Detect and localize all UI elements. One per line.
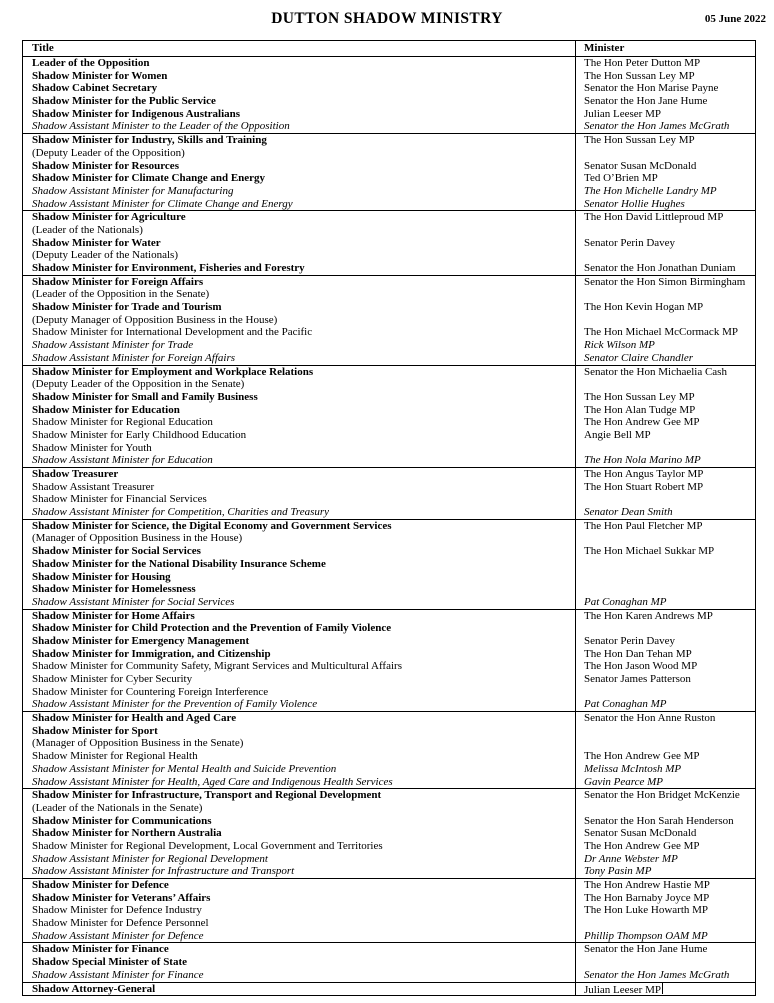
minister-cell: Senator the Hon Jane Hume (584, 95, 708, 108)
minister-cell: The Hon Sussan Ley MP (584, 390, 695, 403)
table-row (23, 648, 755, 661)
table-row (23, 917, 755, 930)
table-row (23, 249, 755, 262)
table-row (23, 673, 755, 686)
table-row (23, 865, 755, 878)
table-row (23, 827, 755, 840)
title-cell: Shadow Minister for Trade and Tourism (23, 301, 576, 314)
table-section (23, 365, 755, 468)
title-cell: Shadow Minister for Housing (23, 571, 576, 584)
minister-cell: Senator Claire Chandler (584, 351, 693, 364)
minister-cell (576, 493, 755, 506)
minister-cell: The Hon Sussan Ley MP (584, 69, 695, 82)
title-cell: Shadow Minister for Sport (23, 725, 576, 738)
table-row (23, 622, 755, 635)
table-section (23, 711, 755, 788)
table-section (23, 57, 755, 133)
table-row (23, 326, 755, 339)
title-cell: Shadow Minister for Indigenous Australians (23, 108, 576, 121)
title-cell: Shadow Minister for the Public Service (23, 95, 576, 108)
title-cell: Shadow Assistant Minister for Manufacturing (23, 185, 576, 198)
table-section (23, 133, 755, 210)
title-cell: Shadow Special Minister of State (23, 956, 576, 969)
table-row (23, 262, 755, 275)
minister-cell: Melissa McIntosh MP (584, 762, 682, 775)
minister-cell: Senator Susan McDonald (584, 159, 697, 172)
text-cursor (662, 983, 663, 994)
column-header-title: Title (23, 41, 576, 56)
title-cell: Shadow Treasurer (23, 468, 576, 481)
table-section (23, 942, 755, 981)
table-row (23, 454, 755, 467)
title-cell: (Leader of the Nationals in the Senate) (23, 802, 576, 815)
title-cell: Shadow Minister for the National Disability Insurance Scheme (23, 558, 576, 571)
title-cell: Shadow Minister for Education (23, 404, 576, 417)
title-cell: Shadow Assistant Minister to the Leader of the Opposition (23, 120, 576, 133)
title-cell: Shadow Minister for Cyber Security (23, 673, 576, 686)
minister-cell: The Hon Andrew Gee MP (584, 416, 700, 429)
minister-cell: Tony Pasin MP (584, 865, 652, 878)
table-section (23, 210, 755, 274)
minister-cell (576, 288, 755, 301)
minister-cell (576, 686, 755, 699)
title-cell: (Deputy Leader of the Opposition) (23, 147, 576, 160)
title-cell: Shadow Minister for Finance (23, 943, 576, 956)
table-row (23, 352, 755, 365)
title-cell: Shadow Minister for Community Safety, Migrant Services and Multicultural Affairs (23, 660, 576, 673)
table-row (23, 391, 755, 404)
minister-cell: Julian Leeser MP (584, 983, 661, 996)
table-row (23, 185, 755, 198)
table-row (23, 481, 755, 494)
table-row (23, 969, 755, 982)
title-cell: Shadow Minister for Agriculture (23, 211, 576, 224)
title-cell: Shadow Assistant Minister for Competition, Charities and Treasury (23, 506, 576, 519)
minister-cell: The Hon Andrew Hastie MP (584, 879, 710, 891)
title-cell: Shadow Assistant Minister for Trade (23, 339, 576, 352)
table-row (23, 532, 755, 545)
table-row (23, 853, 755, 866)
title-cell: (Deputy Manager of Opposition Business in the House) (23, 314, 576, 327)
minister-cell (576, 249, 755, 262)
table-row (23, 943, 755, 956)
minister-cell: The Hon Barnaby Joyce MP (584, 891, 710, 904)
minister-cell: Senator the Hon James McGrath (584, 120, 730, 133)
table-row (23, 815, 755, 828)
minister-cell (576, 442, 755, 455)
table-row (23, 429, 755, 442)
table-row (23, 583, 755, 596)
minister-cell: The Hon Stuart Robert MP (584, 480, 704, 493)
table-row (23, 442, 755, 455)
table-row (23, 366, 755, 379)
title-cell: (Manager of Opposition Business in the House) (23, 532, 576, 545)
minister-cell: Senator Dean Smith (584, 506, 673, 519)
table-row (23, 802, 755, 815)
minister-cell (576, 622, 755, 635)
table-row (23, 237, 755, 250)
table-row (23, 983, 755, 996)
minister-cell: The Hon Peter Dutton MP (584, 57, 701, 69)
minister-cell: Julian Leeser MP (584, 107, 661, 120)
table-row (23, 635, 755, 648)
minister-cell (576, 583, 755, 596)
title-cell: (Leader of the Opposition in the Senate) (23, 288, 576, 301)
table-section (23, 609, 755, 712)
title-cell: Shadow Minister for Countering Foreign Interference (23, 686, 576, 699)
table-row (23, 892, 755, 905)
title-cell: Shadow Assistant Treasurer (23, 481, 576, 494)
title-cell: Shadow Minister for Foreign Affairs (23, 276, 576, 289)
title-cell: Shadow Minister for Health and Aged Care (23, 712, 576, 725)
title-cell: Shadow Minister for Infrastructure, Transport and Regional Development (23, 789, 576, 802)
title-cell: Leader of the Opposition (23, 57, 576, 70)
minister-cell: Angie Bell MP (584, 428, 651, 441)
title-cell: Shadow Minister for Emergency Management (23, 635, 576, 648)
title-cell: Shadow Assistant Minister for Regional Development (23, 853, 576, 866)
minister-cell: The Hon Angus Taylor MP (584, 468, 704, 480)
title-cell: Shadow Minister for Child Protection and the Prevention of Family Violence (23, 622, 576, 635)
minister-cell (576, 532, 755, 545)
minister-cell: Ted O’Brien MP (584, 172, 658, 185)
table-row (23, 404, 755, 417)
title-cell: Shadow Cabinet Secretary (23, 82, 576, 95)
document-title: DUTTON SHADOW MINISTRY (271, 10, 503, 27)
minister-cell: Senator the Hon Michaelia Cash (584, 365, 727, 378)
table-row (23, 95, 755, 108)
table-row (23, 120, 755, 133)
minister-cell: Senator the Hon Anne Ruston (584, 712, 716, 725)
minister-cell: Rick Wilson MP (584, 339, 655, 352)
title-cell: Shadow Assistant Minister for Health, Aged Care and Indigenous Health Services (23, 776, 576, 789)
document-date: 05 June 2022 (704, 13, 766, 25)
minister-cell: The Hon Jason Wood MP (584, 660, 698, 673)
minister-cell: The Hon Alan Tudge MP (584, 403, 696, 416)
title-cell: Shadow Assistant Minister for Social Services (23, 596, 576, 609)
minister-cell: Senator Perin Davey (584, 634, 676, 647)
title-cell: Shadow Minister for Regional Health (23, 750, 576, 763)
table-row (23, 301, 755, 314)
table-section (23, 982, 755, 996)
minister-cell: The Hon Michelle Landry MP (584, 184, 717, 197)
minister-cell (576, 802, 755, 815)
title-cell: Shadow Attorney-General (23, 983, 576, 996)
ministry-table (22, 40, 756, 996)
table-section (23, 275, 755, 365)
table-row (23, 520, 755, 533)
table-row (23, 224, 755, 237)
title-cell: (Manager of Opposition Business in the Senate) (23, 737, 576, 750)
minister-cell: Senator the Hon Jonathan Duniam (584, 262, 736, 274)
table-row (23, 70, 755, 83)
title-cell: Shadow Minister for International Development and the Pacific (23, 326, 576, 339)
title-cell: Shadow Assistant Minister for Infrastructure and Transport (23, 865, 576, 878)
title-cell: Shadow Minister for Social Services (23, 545, 576, 558)
minister-cell (576, 725, 755, 738)
minister-cell: Senator Susan McDonald (584, 827, 697, 840)
table-row (23, 725, 755, 738)
title-cell: Shadow Minister for Regional Development, Local Government and Territories (23, 840, 576, 853)
title-cell: Shadow Minister for Climate Change and Energy (23, 172, 576, 185)
title-cell: Shadow Minister for Industry, Skills and Training (23, 134, 576, 147)
table-row (23, 904, 755, 917)
title-cell: Shadow Minister for Defence (23, 879, 576, 892)
minister-cell: The Hon Michael McCormack MP (584, 326, 738, 339)
table-row (23, 198, 755, 211)
title-cell: Shadow Minister for Defence Personnel (23, 917, 576, 930)
minister-cell: Senator Hollie Hughes (584, 197, 685, 210)
title-cell: Shadow Minister for Water (23, 237, 576, 250)
minister-cell: The Hon Kevin Hogan MP (584, 301, 704, 314)
minister-cell: The Hon Karen Andrews MP (584, 609, 713, 622)
table-row (23, 776, 755, 789)
minister-cell: The Hon Luke Howarth MP (584, 904, 709, 917)
table-row (23, 879, 755, 892)
table-row (23, 686, 755, 699)
title-cell: Shadow Assistant Minister for Foreign Affairs (23, 352, 576, 365)
table-row (23, 134, 755, 147)
table-row (23, 211, 755, 224)
minister-cell (576, 147, 755, 160)
minister-cell (576, 917, 755, 930)
minister-cell: The Hon Dan Tehan MP (584, 647, 692, 660)
title-cell: Shadow Minister for Defence Industry (23, 904, 576, 917)
table-row (23, 789, 755, 802)
minister-cell: Senator the Hon Bridget McKenzie (584, 789, 740, 802)
title-cell: Shadow Assistant Minister for Education (23, 454, 576, 467)
table-body (23, 57, 755, 995)
title-cell: Shadow Assistant Minister for Climate Change and Energy (23, 198, 576, 211)
title-cell: Shadow Assistant Minister for Mental Health and Suicide Prevention (23, 763, 576, 776)
table-row (23, 108, 755, 121)
table-row (23, 610, 755, 623)
table-row (23, 288, 755, 301)
table-row (23, 763, 755, 776)
title-cell: Shadow Minister for Home Affairs (23, 610, 576, 623)
table-row (23, 840, 755, 853)
title-cell: Shadow Minister for Communications (23, 815, 576, 828)
minister-cell: The Hon Michael Sukkar MP (584, 545, 715, 558)
title-cell: (Deputy Leader of the Opposition in the Senate) (23, 378, 576, 391)
title-cell: Shadow Minister for Regional Education (23, 416, 576, 429)
table-row (23, 930, 755, 943)
title-cell: Shadow Minister for Veterans’ Affairs (23, 892, 576, 905)
table-section (23, 519, 755, 609)
table-row (23, 596, 755, 609)
title-cell: Shadow Minister for Northern Australia (23, 827, 576, 840)
title-cell: Shadow Minister for Employment and Workplace Relations (23, 366, 576, 379)
table-row (23, 493, 755, 506)
minister-cell: Pat Conaghan MP (584, 698, 667, 711)
table-row (23, 712, 755, 725)
table-row (23, 160, 755, 173)
title-cell: Shadow Assistant Minister for the Prevention of Family Violence (23, 698, 576, 711)
table-row (23, 545, 755, 558)
title-cell: Shadow Minister for Small and Family Business (23, 391, 576, 404)
minister-cell: The Hon Andrew Gee MP (584, 750, 700, 763)
table-row (23, 956, 755, 969)
minister-cell (576, 571, 755, 584)
minister-cell: The Hon Andrew Gee MP (584, 839, 700, 852)
table-section (23, 788, 755, 878)
table-row (23, 660, 755, 673)
title-cell: (Leader of the Nationals) (23, 224, 576, 237)
table-row (23, 147, 755, 160)
minister-cell (576, 737, 755, 750)
table-header-row (23, 41, 755, 57)
table-row (23, 339, 755, 352)
table-row (23, 698, 755, 711)
minister-cell: Phillip Thompson OAM MP (584, 929, 708, 942)
table-row (23, 571, 755, 584)
minister-cell: Senator the Hon Sarah Henderson (584, 814, 734, 827)
minister-cell (576, 558, 755, 571)
minister-cell: The Hon Nola Marino MP (584, 454, 701, 467)
title-cell: Shadow Minister for Resources (23, 160, 576, 173)
title-cell: Shadow Minister for Environment, Fisheries and Forestry (23, 262, 576, 275)
table-row (23, 378, 755, 391)
minister-cell (576, 224, 755, 237)
table-row (23, 468, 755, 481)
table-row (23, 558, 755, 571)
minister-cell (576, 956, 755, 969)
minister-cell: The Hon David Littleproud MP (584, 211, 724, 224)
table-row (23, 82, 755, 95)
column-header-minister: Minister (584, 42, 625, 54)
minister-cell: The Hon Sussan Ley MP (584, 134, 695, 147)
minister-cell: Senator James Patterson (584, 673, 691, 685)
minister-cell: Senator the Hon Marise Payne (584, 82, 719, 95)
minister-cell: Senator the Hon James McGrath (584, 968, 730, 981)
title-cell: Shadow Assistant Minister for Defence (23, 930, 576, 943)
minister-cell: Senator the Hon Simon Birmingham (584, 275, 746, 288)
title-cell: Shadow Minister for Homelessness (23, 583, 576, 596)
title-cell: Shadow Minister for Women (23, 70, 576, 83)
minister-cell: Dr Anne Webster MP (584, 852, 678, 865)
title-cell: Shadow Minister for Science, the Digital Economy and Government Services (23, 520, 576, 533)
minister-cell: Senator Perin Davey (584, 236, 676, 249)
minister-cell (576, 314, 755, 327)
title-cell: Shadow Minister for Early Childhood Education (23, 429, 576, 442)
table-row (23, 750, 755, 763)
table-section (23, 467, 755, 519)
minister-cell: Gavin Pearce MP (584, 775, 664, 788)
table-row (23, 57, 755, 70)
title-cell: Shadow Assistant Minister for Finance (23, 969, 576, 982)
title-cell: Shadow Minister for Immigration, and Citizenship (23, 648, 576, 661)
table-row (23, 172, 755, 185)
title-cell: Shadow Minister for Youth (23, 442, 576, 455)
title-cell: Shadow Minister for Financial Services (23, 493, 576, 506)
table-row (23, 506, 755, 519)
title-cell: (Deputy Leader of the Nationals) (23, 249, 576, 262)
table-row (23, 276, 755, 289)
table-row (23, 737, 755, 750)
minister-cell: Pat Conaghan MP (584, 595, 667, 608)
minister-cell: The Hon Paul Fletcher MP (584, 519, 703, 532)
minister-cell: Senator the Hon Jane Hume (584, 943, 708, 956)
table-row (23, 416, 755, 429)
table-row (23, 314, 755, 327)
table-section (23, 878, 755, 942)
minister-cell (576, 378, 755, 391)
